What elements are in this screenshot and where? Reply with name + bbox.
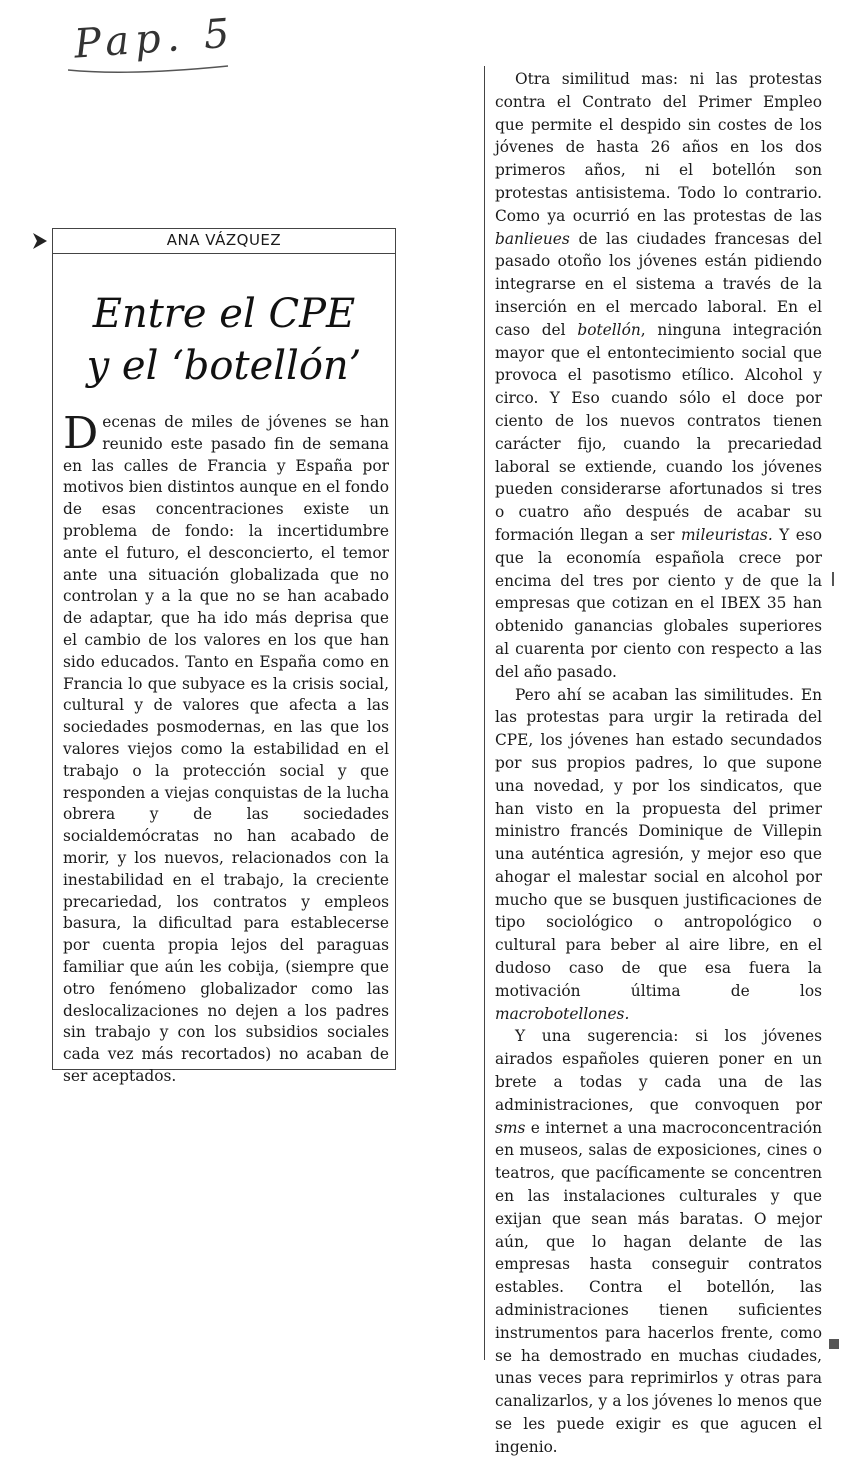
right-column-text bbox=[495, 68, 822, 1459]
author-name: ANA VÁZQUEZ bbox=[166, 231, 282, 249]
headline-line-2: y el ‘botellón’ bbox=[86, 343, 362, 389]
p2-italic-banlieues: banlieues bbox=[495, 229, 570, 248]
p3-italic-macrobotellones: macrobotellones. bbox=[495, 1004, 630, 1023]
lead-text: ecenas de miles de jóvenes se han reunido este pasado fin de semana en las calles de Francia y España por motivos bien distintos aunque en el fondo de esas concentraciones existe un problema de fondo: la incertidumbre ante el futuro, el desconcierto, el temor ante una situación globalizada que no controlan y a la que no se han acabado de adaptar, que ha ido más deprisa que el cambio de los valores en los que han sido educados. Tanto en España como en Francia lo que subyace es la crisis social, cultural y de valores que afecta a las sociedades posmodernas, en las que los valores viejos como la estabilidad en el trabajo o la protección social y que responden a viejas conquistas de la lucha obrera y de las sociedades socialdemócratas no han acabado de morir, y los nuevos, relacionados con la inestabilidad en el trabajo, la creciente precariedad, los contratos y empleos basura, la dificultad para establecerse por cuenta propia lejos del paraguas familiar que aún les cobija, (siempre que otro fenómeno globalizador como las deslocalizaciones no dejen a los padres sin trabajo y con los subsidios sociales cada vez más recortados) no acaban de ser aceptados. bbox=[63, 413, 389, 1085]
p2-italic-mileuristas: mileuristas. bbox=[680, 525, 773, 544]
margin-tick bbox=[832, 572, 834, 586]
left-column bbox=[52, 228, 396, 1085]
p4-text-b: e internet a una macroconcentración en museos, salas de exposiciones, cines o teatros, que pacíficamente se concentren en las instalaciones culturales y que exijan que sean más baratas. O mejor aún, que lo hagan delante de las empresas hasta conseguir contratos estables. Contra el botellón, las administraciones tienen suficientes instrumentos para hacerlos frente, como se ha demostrado en muchas ciudades, unas veces para reprimirlos y otras para canalizarlos, y a los jóvenes lo menos que se les puede exigir es que agucen el ingenio. bbox=[495, 1118, 822, 1456]
headline-line-1: Entre el CPE bbox=[92, 291, 356, 337]
p4-text-a: Y una sugerencia: si los jóvenes airados españoles quieren poner en un brete a todas y cada una de las administraciones, que convoquen por bbox=[495, 1027, 822, 1114]
paragraph-2 bbox=[495, 68, 822, 684]
p3-text-a: Pero ahí se acaban las similitudes. En las protestas para urgir la retirada del CPE, los jóvenes han estado secundados por sus propios padres, lo que supone una novedad, y por los sindicatos, que han visto en la propuesta del primer ministro francés Dominique de Villepin una auténtica agresión, y mejor eso que ahogar el malestar social en alcohol por mucho que se busquen justificaciones de tipo sociológico o antropológico o cultural para beber al aire libre, en el dudoso caso de que esa fuera la motivación última de los bbox=[495, 685, 822, 1000]
drop-cap: D bbox=[63, 408, 99, 459]
article-headline bbox=[53, 288, 395, 392]
handwritten-annotation bbox=[68, 10, 238, 80]
p2-text-c: , ninguna integración mayor que el entontecimiento social que provoca el pasotismo etílico. Alcohol y circo. Y Eso cuando sólo el doce por ciento de los nuevos contratos tienen carácter fijo, cuando la precariedad laboral se extiende, cuando los jóvenes pueden considerarse afortunados si tres o cuatro año después de acabar su formación llegan a ser bbox=[495, 320, 822, 544]
paragraph-4 bbox=[495, 1025, 822, 1458]
handwritten-page-note: Pap. 5 bbox=[72, 10, 237, 68]
handwritten-underline bbox=[68, 10, 238, 80]
right-column bbox=[484, 66, 823, 1456]
p2-text-d: Y eso que la economía española crece por encima del tres por ciento y de que la empresas que cotizan en el IBEX 35 han obtenido ganancias globales superiores al cuarenta por ciento con respecto a las del año pasado. bbox=[495, 525, 823, 681]
author-byline bbox=[53, 228, 395, 254]
article-end-mark bbox=[829, 1339, 839, 1349]
p2-italic-botellon: botellón bbox=[577, 320, 641, 339]
lead-paragraph bbox=[63, 408, 389, 1088]
p2-text-a: Otra similitud mas: ni las protestas contra el Contrato del Primer Empleo que permite el despido sin costes de los jóvenes de hasta 26 años en los dos primeros años, ni el botellón son protestas antisistema. Todo lo contrario. Como ya ocurrió en las protestas de las bbox=[495, 70, 822, 225]
paragraph-3 bbox=[495, 684, 822, 1026]
p2-text-b: de las ciudades francesas del pasado otoño los jóvenes están pidiendo integrarse en el sistema a través de la inserción en el mercado laboral. En el caso del bbox=[495, 229, 822, 339]
section-arrow-icon bbox=[31, 230, 51, 252]
p4-italic-sms: sms bbox=[495, 1118, 526, 1137]
